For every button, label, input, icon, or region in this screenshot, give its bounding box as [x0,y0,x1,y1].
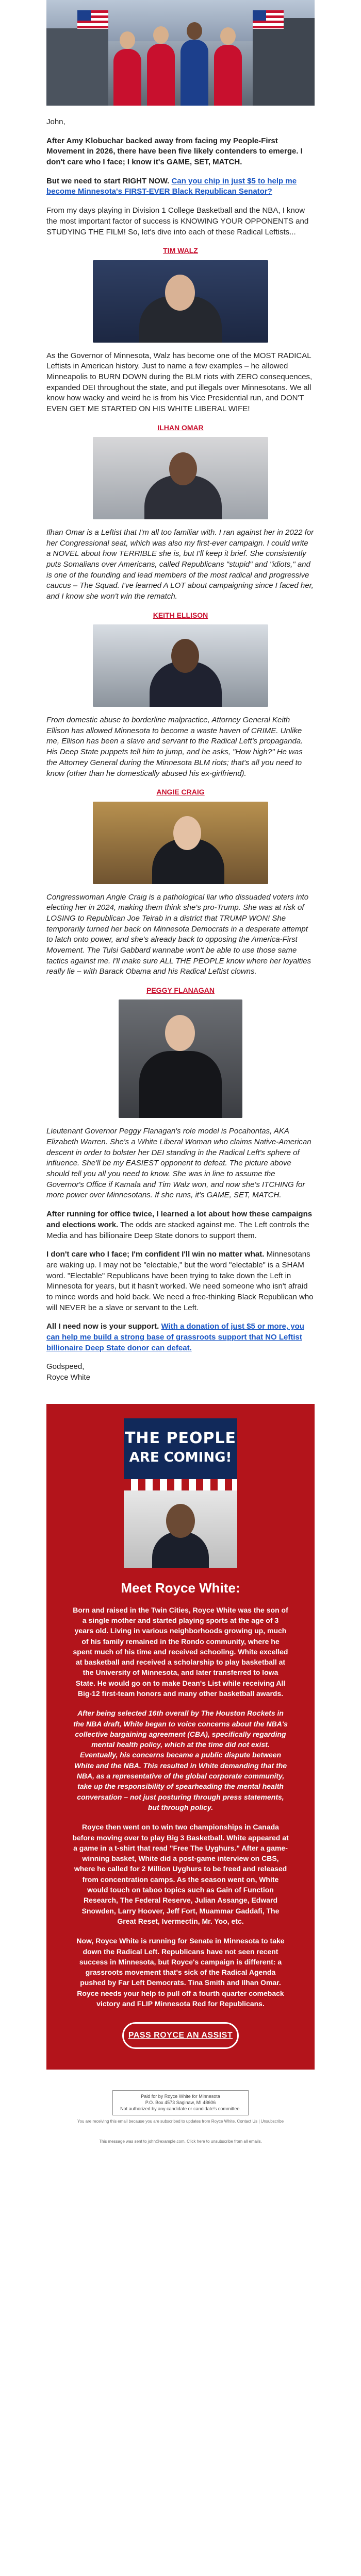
care-paragraph [46,1249,315,1313]
care-bold: I don't care who I face; I'm confident I'll win no matter what. [46,1250,265,1259]
urge-paragraph [46,176,315,197]
campaign-logo [124,1418,237,1490]
hero-photo [46,0,315,106]
signoff [46,1362,315,1383]
craig-photo [93,802,268,884]
logo-line1: THE PEOPLE [124,1429,237,1447]
flanagan-text: Lieutenant Governor Peggy Flanagan's role model is Pocahontas, AKA Elizabeth Warren. She's a White Liberal Woman who claims Native-American descent in order to bolster her DEI standing in the Radical Left's sphere of influence. She'll be my EASIEST opponent to defeat. The picture above should tell you all you need to know. She was in line to assume the Governor's Office if Kamala and Tim Walz won, and now she's ITCHING for more power over Minnesotans. If she runs, it's GAME, SET, MATCH. [46,1127,311,1200]
bio-card [46,1404,315,2070]
ellison-photo [93,624,268,707]
section-title-omar: ILHAN OMAR [157,423,204,432]
bio-paragraph-4: Now, Royce White is running for Senate in Minnesota to take down the Radical Left. Republicans have not seen recent success in Minnesota, but Royce's campaign is different: a grassroots movement that's sick of the Radical Agenda pushed by Far Left Democrats. Tina Smith and Ilhan Omar. Royce needs your help to pull off a fourth quarter comeback victory and FLIP Minnesota Red for Republicans. [76,1937,285,2008]
signature: Royce White [46,1373,91,1382]
pass-assist-button[interactable]: PASS ROYCE AN ASSIST [122,2022,239,2049]
after-rest: The odds are stacked against me. The Left controls the Media and has billionaire Deep State donors to support them. [46,1220,309,1240]
walz-photo [93,260,268,343]
footer-note[interactable]: This message was sent to john@example.com. Click here to unsubscribe from all emails. [99,2139,262,2144]
section-title-ellison: KEITH ELLISON [153,611,208,619]
paid-line1: Paid for by Royce White for Minnesota [141,2094,220,2099]
intro-paragraph: After Amy Klobuchar backed away from facing my People-First Movement in 2026, there have been five likely contenders to emerge. I don't care who I face; I know it's GAME, SET, MATCH. [46,136,303,167]
paid-line3: Not authorized by any candidate or candidate's committee. [120,2106,241,2111]
craig-text: Congresswoman Angie Craig is a pathological liar who dissuaded voters into electing her in 2024, making them think she's pro-Trump. She was at risk of LOSING to Republican Joe Teirab in a district that TRUMP WON! She temporarily turned her back on Minnesota Democrats in a desperate attempt to latch onto power, and she's already back to opposing the America-First Movement. The Tulsi Gabbard wannabe won't be able to use those same tactics against me. I'll make sure ALL THE PEOPLE know where her loyalties really lie – with Barack Obama and his Radical Leftist clowns. [46,892,311,976]
greeting: John, [46,117,65,126]
omar-text: Ilhan Omar is a Leftist that I'm all too familiar with. I ran against her in 2022 for her Congressional seat, which was also my first-ever campaign. I could write a NOVEL about how TERRIBLE she is, but I'll keep it brief. She consistently puts Somalians over Americans, called Republicans "stupid" and "idiots," and is one of the founding and lead members of the most radical and progressive caucus – The Squad. I've learned A LOT about campaigning since I faced her, and I know she won't win the rematch. [46,528,314,601]
urge-prefix: But we need to start RIGHT NOW. [46,176,170,185]
care-rest: Minnesotans are waking up. I may not be "electable," but the word "electable" is a SHAM word. "Electable" Republicans have been trying to take down the Left in Minnesota for years, but it hasn't worked. We need someone who isn't afraid to mince words and hold back. We need a free-thinking Black Republican who will NEVER be a slave or servant to the Left. [46,1250,314,1312]
need-paragraph [46,1321,315,1353]
flanagan-photo [119,999,242,1118]
donate-link-bottom[interactable]: With a donation of just $5 or more, you can help me build a strong base of grassroots support that NO Leftist billionaire Deep State donor can defeat. [46,1322,304,1352]
ellison-text: From domestic abuse to borderline malpractice, Attorney General Keith Ellison has allowed Minnesota to become a waste haven of CRIME. Unlike me, Ellison has been a slave and servant to the Radical Left's propaganda. His Deep State puppets tell him to jump, and he asks, "How high?" He was the Attorney General during the Minnesota BLM riots; that's all you need to know (other than he domestically abused his ex-girlfriend). [46,716,303,778]
bio-heading: Meet Royce White: [121,1580,240,1596]
donate-link-top[interactable]: Can you chip in just $5 to help me become Minnesota's FIRST-EVER Black Republican Senator? [46,176,297,196]
after-paragraph [46,1209,315,1241]
bio-paragraph-3: Royce then went on to win two championships in Canada before moving over to play Big 3 Basketball. White appeared at a game in a t-shirt that read "Free The Uyghurs." After a game-winning basket, White did a post-game interview on CBS, where he called for 2 Million Uyghurs to be freed and released from concentration camps. As the season went on, White would touch on taboo topics such as Gain of Function Research, The Federal Reserve, Julian Assange, Edward Snowden, Larry Hoover, Jeff Fort, Muammar Gaddafi, The Great Reset, Ivermectin, Mr. Yoo, etc. [72,1823,289,1925]
bio-paragraph-2: After being selected 16th overall by The Houston Rockets in the NBA draft, White began to voice concerns about the NBA's collective bargaining agreement (CBA), specifically regarding mental health policy, which at the time did not exist. Eventually, his concerns became a public dispute between White and the NBA. This resulted in White demanding that the NBA, as a representative of the global corporate community, take up the responsibility of spearheading the mental health conversation – not just posturing through press statements, but through policy. [73,1709,288,1811]
bio-paragraph-1: Born and raised in the Twin Cities, Royce White was the son of a single mother and started playing sports at the age of 3 years old. Living in various neighborhoods growing up, much of his family remained in the Rondo community, where he spent much of his time and received schooling. White excelled at basketball and received a scholarship to play basketball at the University of Minnesota, and later transferred to Iowa State. He would go on to make Dean's List while receiving All Big-12 first-team honors and many other basketball awards. [73,1605,288,1698]
royce-photo [124,1490,237,1568]
paid-line2: P.O. Box 4573 Saginaw, MI 48606 [145,2100,216,2106]
need-bold: All I need now is your support. [46,1322,159,1331]
days-paragraph: From my days playing in Division 1 College Basketball and the NBA, I know the most important factor of success is KNOWING YOUR OPPONENTS and STUDYING THE FILM! So, let's dive into each of these Radical Leftists... [46,206,309,236]
after-bold: After running for office twice, I learned a lot about how these campaigns and elections work. [46,1210,313,1229]
unsubscribe-line[interactable]: You are receiving this email because you are subscribed to updates from Royce White. Contact Us | Unsubscribe [77,2119,284,2124]
logo-line2: ARE COMING! [129,1450,232,1466]
paid-for-box [112,2090,249,2115]
section-title-craig: ANGIE CRAIG [156,788,205,796]
section-title-flanagan: PEGGY FLANAGAN [146,986,215,994]
signoff-text: Godspeed, [46,1362,85,1371]
walz-text: As the Governor of Minnesota, Walz has become one of the MOST RADICAL Leftists in American history. Just to name a few examples – he allowed Minneapolis to BURN DOWN during the BLM riots with ZERO consequences, expanded DEI throughout the state, and put illegals over Minnesotans. We all know how wacky and weird he is from his Vice Presidential run, and DON'T EVEN GET ME STARTED ON HIS WHITE LIBERAL WIFE! [46,351,313,413]
section-title-walz: TIM WALZ [163,246,198,255]
omar-photo [93,437,268,519]
